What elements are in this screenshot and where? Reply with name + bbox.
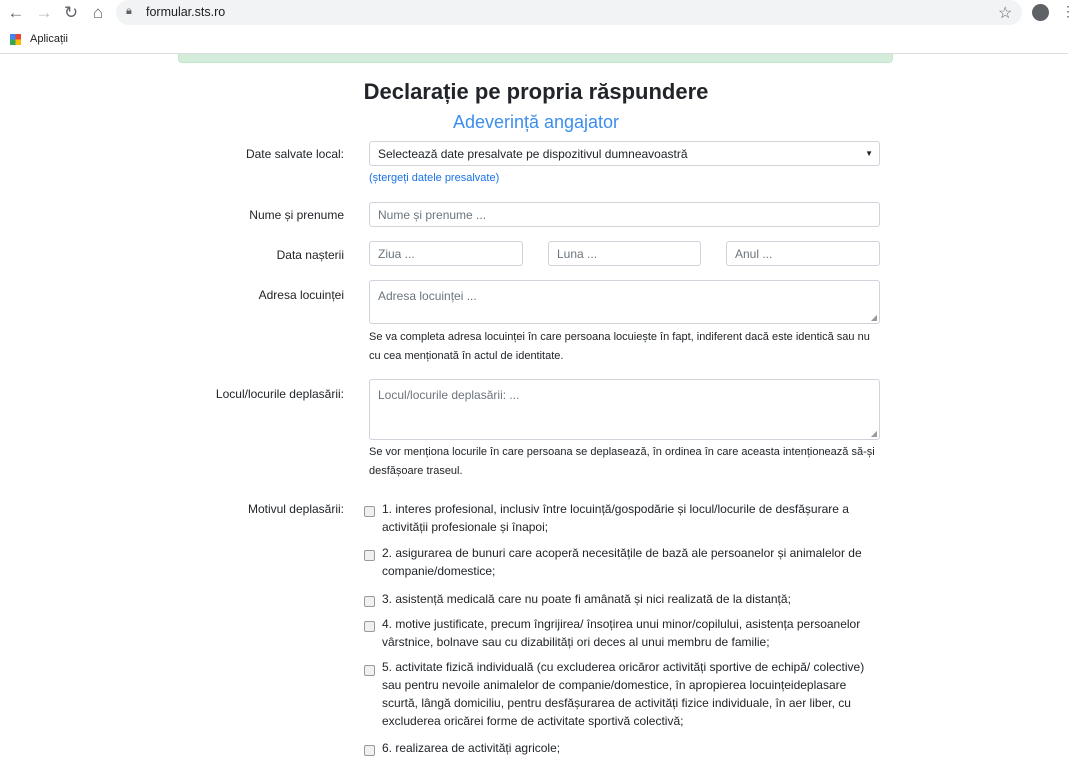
reason-text-1: 1. interes profesional, inclusiv între locuință/gospodărie și locul/locurile de desfășurare a activității profesionale și înapoi; (382, 502, 849, 534)
name-input[interactable]: Nume și prenume ... (369, 202, 880, 227)
bookmarks-bar (0, 28, 1068, 54)
reason-text-3: 3. asistență medicală care nu poate fi amânată și nici realizată de la distanță; (382, 592, 791, 606)
apps-icon (10, 34, 21, 45)
address-placeholder: Adresa locuinței ... (378, 289, 477, 303)
browser-toolbar (0, 0, 1075, 28)
reason-checkbox-1[interactable] (364, 506, 375, 517)
reason-checkbox-6[interactable] (364, 745, 375, 756)
reason-checkbox-2[interactable] (364, 550, 375, 561)
reason-text-5: 5. activitate fizică individuală (cu excluderea oricăror activități sportive de echipă/ colective) sau pentru nevoile animalelor de companie/domestice, în apropierea locuințeideplasare scurtă, lângă domiciliu, pentru desfășurarea de activități fizice individuale, în aer liber, cu excluderea oricărei forme de activitate sportivă colectivă; (382, 660, 865, 728)
birth-month-input[interactable]: Luna ... (548, 241, 701, 266)
reason-label: Motivul deplasării: (247, 502, 344, 516)
saved-data-label: Date salvate local: (245, 147, 344, 161)
address-bar[interactable] (116, 0, 1022, 25)
reason-text-6: 6. realizarea de activități agricole; (382, 741, 561, 755)
places-help: Se vor menționa locurile în care persoana se deplasează, în ordinea în care aceasta intenționează să-și desfășoare traseul. (369, 446, 875, 477)
reload-icon[interactable]: ↻ (63, 3, 79, 22)
saved-data-select-value: Selectează date presalvate pe dispozitivul dumneavoastră (378, 146, 688, 161)
places-textarea[interactable] (369, 379, 880, 440)
reason-checkbox-4[interactable] (364, 621, 375, 632)
address-textarea[interactable] (369, 280, 880, 324)
bookmark-apps[interactable]: Aplicații (30, 33, 68, 45)
birth-year-input[interactable]: Anul ... (726, 241, 880, 266)
saved-data-select[interactable] (369, 141, 880, 166)
birth-day-input[interactable]: Ziua ... (369, 241, 523, 266)
places-placeholder: Locul/locurile deplasării: ... (378, 388, 520, 402)
success-banner (178, 54, 893, 63)
reason-checkbox-5[interactable] (364, 665, 375, 676)
url-text: formular.sts.ro (146, 5, 226, 19)
birth-date-label: Data nașterii (276, 248, 344, 262)
star-icon[interactable]: ☆ (998, 5, 1013, 22)
profile-avatar-icon[interactable] (1032, 4, 1049, 21)
home-icon[interactable]: ⌂ (92, 3, 104, 22)
resize-handle-icon[interactable]: ◢ (870, 429, 877, 438)
resize-handle-icon[interactable]: ◢ (870, 313, 877, 322)
back-icon[interactable]: ← (7, 3, 25, 22)
chevron-down-icon: ▼ (865, 149, 873, 158)
page-subtitle: Adeverință angajator (452, 112, 620, 132)
address-help: Se va completa adresa locuinței în care persoana locuiește în fapt, indiferent dacă este identică sau nu cu cea menționată în actul de identitate. (369, 331, 870, 362)
menu-icon[interactable]: ⋮ (1061, 3, 1075, 19)
lock-icon: 🔒︎ (126, 5, 132, 17)
forward-icon[interactable]: → (35, 3, 53, 22)
delete-saved-link[interactable]: (ștergeți datele presalvate) (369, 172, 500, 184)
name-label: Nume și prenume (249, 208, 344, 222)
reason-text-4: 4. motive justificate, precum îngrijirea/ însoțirea unui minor/copilului, asistența persoanelor vârstnice, bolnave sau cu dizabilități ori deces al unui membru de familie; (382, 617, 861, 649)
places-label: Locul/locurile deplasării: (215, 387, 344, 401)
reason-text-2: 2. asigurarea de bunuri care acoperă necesitățile de bază ale persoanelor și animalelor de companie/domestice; (382, 546, 862, 578)
page-title: Declarație pe propria răspundere (363, 79, 709, 104)
reason-checkbox-3[interactable] (364, 596, 375, 607)
address-label: Adresa locuinței (258, 288, 344, 302)
